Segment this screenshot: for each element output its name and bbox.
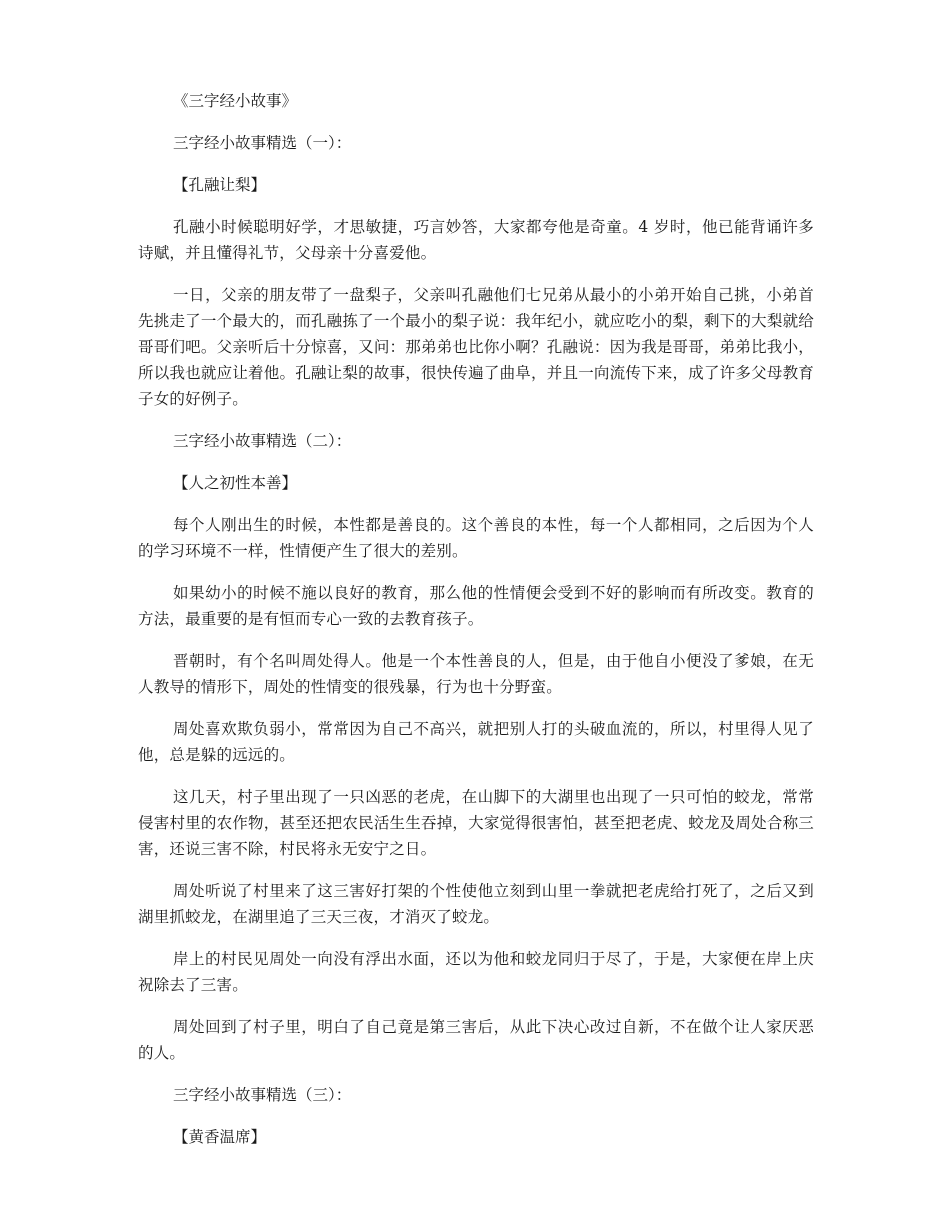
paragraph: 每个人刚出生的时候，本性都是善良的。这个善良的本性，每一个人都相同，之后因为个人的学习环境不一样，性情便产生了很大的差别。	[138, 516, 814, 560]
section-heading: 三字经小故事精选（二）：	[173, 432, 352, 450]
paragraph: 周处回到了村子里，明白了自己竟是第三害后，从此下决心改过自新，不在做个让人家厌恶的人。	[138, 1018, 814, 1062]
section-heading: 三字经小故事精选（一）：	[173, 134, 352, 152]
paragraph: 岸上的村民见周处一向没有浮出水面，还以为他和蛟龙同归于尽了，于是，大家便在岸上庆祝除去了三害。	[138, 950, 814, 994]
paragraph: 孔融小时候聪明好学，才思敏捷，巧言妙答，大家都夸他是奇童。4 岁时，他已能背诵许多诗赋，并且懂得礼节，父母亲十分喜爱他。	[138, 218, 814, 262]
paragraph: 一日，父亲的朋友带了一盘梨子，父亲叫孔融他们七兄弟从最小的小弟开始自己挑，小弟首先挑走了一个最大的，而孔融拣了一个最小的梨子说：我年纪小，就应吃小的梨，剩下的大梨就给哥哥们吧。父亲听后十分惊喜，又问：那弟弟也比你小啊？孔融说：因为我是哥哥，弟弟比我小，所以我也就应让着他。孔融让梨的故事，很快传遍了曲阜，并且一向流传下来，成了许多父母教育子女的好例子。	[138, 286, 814, 408]
paragraph: 这几天，村子里出现了一只凶恶的老虎，在山脚下的大湖里也出现了一只可怕的蛟龙，常常侵害村里的农作物，甚至还把农民活生生吞掉，大家觉得很害怕，甚至把老虎、蛟龙及周处合称三害，还说三害不除，村民将永无安宁之日。	[138, 788, 814, 858]
paragraph: 晋朝时，有个名叫周处得人。他是一个本性善良的人，但是，由于他自小便没了爹娘，在无人教导的情形下，周处的性情变的很残暴，行为也十分野蛮。	[138, 652, 814, 696]
document-title: 《三字经小故事》	[173, 92, 298, 110]
document-page	[138, 88, 814, 1166]
story-title: 【人之初性本善】	[173, 474, 298, 492]
section-heading: 三字经小故事精选（三）：	[173, 1086, 352, 1104]
paragraph: 如果幼小的时候不施以良好的教育，那么他的性情便会受到不好的影响而有所改变。教育的方法，最重要的是有恒而专心一致的去教育孩子。	[138, 584, 814, 628]
paragraph: 周处听说了村里来了这三害好打架的个性使他立刻到山里一拳就把老虎给打死了，之后又到湖里抓蛟龙，在湖里追了三天三夜，才消灭了蛟龙。	[138, 882, 814, 926]
paragraph: 周处喜欢欺负弱小，常常因为自己不高兴，就把别人打的头破血流的，所以，村里得人见了他，总是躲的远远的。	[138, 720, 814, 764]
story-title: 【黄香温席】	[173, 1128, 267, 1146]
story-title: 【孔融让梨】	[173, 176, 267, 194]
